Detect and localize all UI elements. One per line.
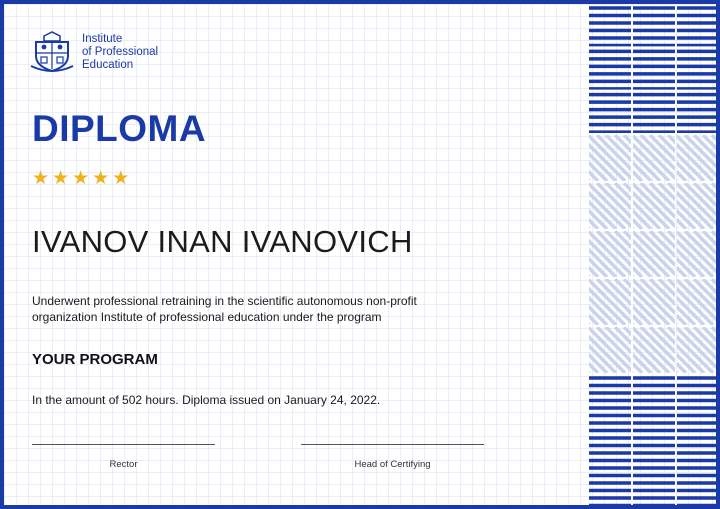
star-icon: ★ (72, 168, 90, 189)
head-of-certifying-label: Head of Certifying (354, 459, 431, 470)
institute-crest-icon (30, 30, 74, 74)
recipient-name: IVANOV INAN IVANOVICH (32, 224, 413, 259)
institute-name-line-3: Education (82, 58, 134, 71)
institute-logo (30, 30, 158, 74)
star-icon: ★ (32, 168, 50, 189)
rector-signature-line (32, 444, 215, 445)
institute-name-line-1: Institute (82, 32, 123, 45)
diploma-title: DIPLOMA (32, 108, 207, 149)
star-icon: ★ (52, 168, 70, 189)
rating-stars (32, 169, 129, 189)
star-icon: ★ (92, 168, 110, 189)
decorative-line-pattern (588, 4, 720, 509)
institute-name (82, 33, 158, 72)
hours-and-date-text: In the amount of 502 hours. Diploma issued on January 24, 2022. (32, 393, 381, 407)
description-text: Underwent professional retraining in the scientific autonomous non-profit organization Institute of professional education under the program (32, 294, 417, 324)
head-signature-line (301, 444, 484, 445)
institute-name-line-2: of Professional (82, 45, 159, 58)
star-icon: ★ (112, 168, 130, 189)
program-heading: YOUR PROGRAM (32, 351, 158, 368)
rector-label: Rector (109, 459, 138, 470)
